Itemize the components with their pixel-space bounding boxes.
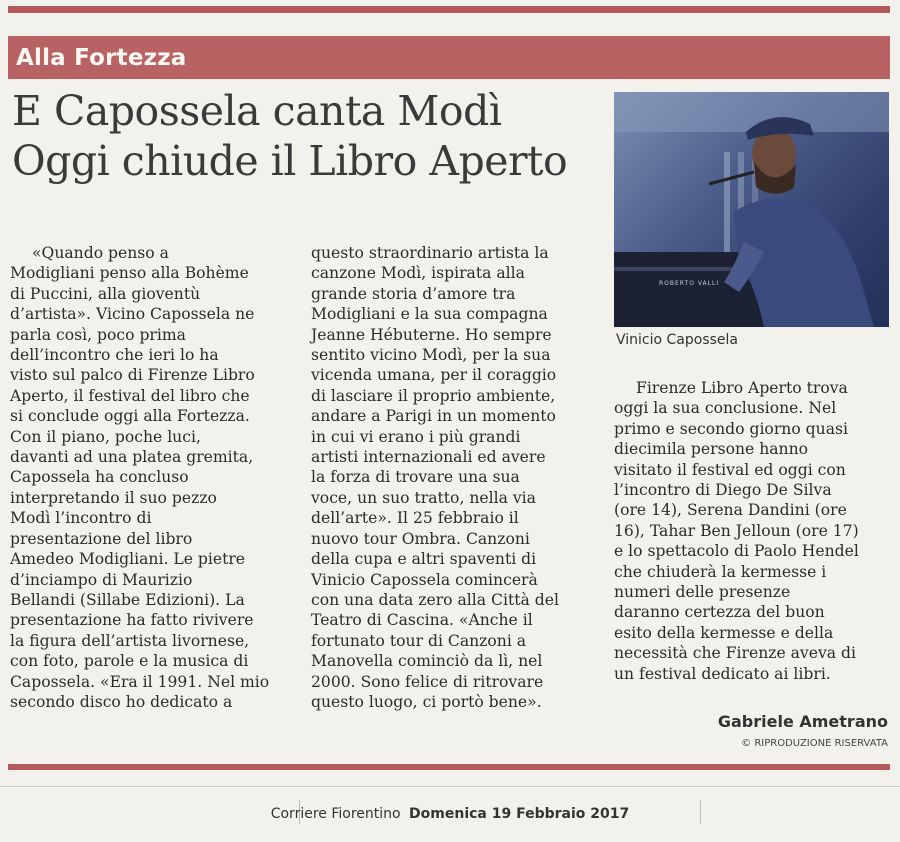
text-line: fortunato tour di Canzoni a bbox=[311, 631, 527, 650]
text-line: vicenda umana, per il coraggio bbox=[311, 366, 557, 385]
text-line: canzone Modì, ispirata alla bbox=[311, 264, 525, 283]
text-line: diecimila persone hanno bbox=[614, 440, 809, 459]
text-line: d’inciampo di Maurizio bbox=[10, 570, 193, 589]
text-line: andare a Parigi in un momento bbox=[311, 407, 556, 426]
text-line: (ore 14), Serena Dandini (ore bbox=[614, 501, 847, 520]
text-line: 16), Tahar Ben Jelloun (ore 17) bbox=[614, 521, 859, 540]
section-label: Alla Fortezza bbox=[16, 45, 187, 71]
text-line: questo luogo, ci portò bene». bbox=[311, 692, 542, 711]
author-byline: Gabriele Ametrano bbox=[717, 712, 888, 731]
text-line: grande storia d’amore tra bbox=[311, 284, 516, 303]
text-line: la forza di trovare una sua bbox=[311, 468, 520, 487]
text-line: Bellandi (Sillabe Edizioni). La bbox=[10, 590, 245, 609]
text-line: e lo spettacolo di Paolo Hendel bbox=[614, 542, 859, 561]
text-line: Jeanne Hébuterne. Ho sempre bbox=[311, 325, 552, 344]
publication-date: Domenica 19 Febbraio 2017 bbox=[409, 806, 630, 822]
text-line: nuovo tour Ombra. Canzoni bbox=[311, 529, 530, 548]
text-line: primo e secondo giorno quasi bbox=[614, 419, 848, 438]
text-line: interpretando il suo pezzo bbox=[10, 488, 217, 507]
text-line: Aperto, il festival del libro che bbox=[10, 386, 250, 405]
bottom-rule bbox=[8, 764, 890, 770]
text-line: Vinicio Capossela comincerà bbox=[311, 570, 538, 589]
text-line: Teatro di Cascina. «Anche il bbox=[311, 611, 533, 630]
text-line: esito della kermesse e della bbox=[614, 623, 834, 642]
top-rule bbox=[8, 6, 890, 13]
copyright-notice: © RIPRODUZIONE RISERVATA bbox=[741, 738, 888, 749]
photo-illustration bbox=[614, 92, 889, 327]
text-line: visto sul palco di Firenze Libro bbox=[10, 366, 255, 385]
text-line: con foto, parole e la musica di bbox=[10, 652, 249, 671]
text-line: di Puccini, alla gioventù bbox=[10, 284, 201, 303]
text-line: davanti ad una platea gremita, bbox=[10, 448, 254, 467]
text-line: Manovella cominciò da lì, nel bbox=[311, 652, 543, 671]
text-line: un festival dedicato ai libri. bbox=[614, 664, 831, 683]
text-line: della cupa e altri spaventi di bbox=[311, 550, 537, 569]
headline-line-1: E Capossela canta Modì bbox=[12, 87, 502, 135]
page-footer bbox=[0, 806, 900, 822]
text-line: Capossela ha concluso bbox=[10, 468, 189, 487]
text-line: presentazione ha fatto rivivere bbox=[10, 611, 254, 630]
photo-caption: Vinicio Capossela bbox=[616, 332, 739, 348]
text-line: presentazione del libro bbox=[10, 529, 193, 548]
text-line: Modigliani e la sua compagna bbox=[311, 305, 548, 324]
text-line: che chiuderà la kermesse i bbox=[614, 562, 827, 581]
headline-line-2: Oggi chiude il Libro Aperto bbox=[12, 137, 568, 185]
text-line: la figura dell’artista livornese, bbox=[10, 631, 250, 650]
article-column-2 bbox=[311, 243, 601, 712]
text-line: si conclude oggi alla Fortezza. bbox=[10, 407, 250, 426]
text-line: sentito vicino Modì, per la sua bbox=[311, 346, 551, 365]
text-line: questo straordinario artista la bbox=[311, 244, 549, 262]
article-column-1 bbox=[10, 243, 295, 712]
footer-divider bbox=[0, 786, 900, 787]
text-line: Firenze Libro Aperto trova bbox=[636, 379, 848, 397]
text-line: numeri delle presenze bbox=[614, 583, 791, 602]
newspaper-name: Corriere Fiorentino bbox=[270, 806, 401, 822]
text-line: voce, un suo tratto, nella via bbox=[311, 488, 536, 507]
text-line: Modigliani penso alla Bohème bbox=[10, 264, 249, 283]
text-line: di lasciare il proprio ambiente, bbox=[311, 386, 556, 405]
text-line: oggi la sua conclusione. Nel bbox=[614, 399, 837, 418]
text-line: Con il piano, poche luci, bbox=[10, 427, 201, 446]
article-column-3 bbox=[614, 378, 894, 684]
section-band bbox=[8, 36, 890, 79]
text-line: l’incontro di Diego De Silva bbox=[614, 481, 832, 500]
text-line: Amedeo Modigliani. Le pietre bbox=[10, 550, 246, 569]
photo-capossela bbox=[614, 92, 889, 327]
text-line: daranno certezza del buon bbox=[614, 603, 825, 622]
text-line: visitato il festival ed oggi con bbox=[614, 460, 846, 479]
text-line: d’artista». Vicino Capossela ne bbox=[10, 305, 255, 324]
text-line: secondo disco ho dedicato a bbox=[10, 692, 233, 711]
text-line: 2000. Sono felice di ritrovare bbox=[311, 672, 544, 691]
piano-brand-label: ROBERTO VALLI bbox=[659, 280, 720, 287]
text-line: con una data zero alla Città del bbox=[311, 590, 559, 609]
text-line: Capossela. «Era il 1991. Nel mio bbox=[10, 672, 270, 691]
text-line: «Quando penso a bbox=[32, 244, 169, 262]
text-line: in cui vi erano i più grandi bbox=[311, 427, 521, 446]
text-line: artisti internazionali ed avere bbox=[311, 448, 546, 467]
text-line: dell’incontro che ieri lo ha bbox=[10, 346, 219, 365]
text-line: necessità che Firenze aveva di bbox=[614, 644, 857, 663]
text-line: Modì l’incontro di bbox=[10, 509, 152, 528]
headline bbox=[12, 86, 602, 186]
text-line: dell’arte». Il 25 febbraio il bbox=[311, 509, 519, 528]
text-line: parla così, poco prima bbox=[10, 325, 186, 344]
